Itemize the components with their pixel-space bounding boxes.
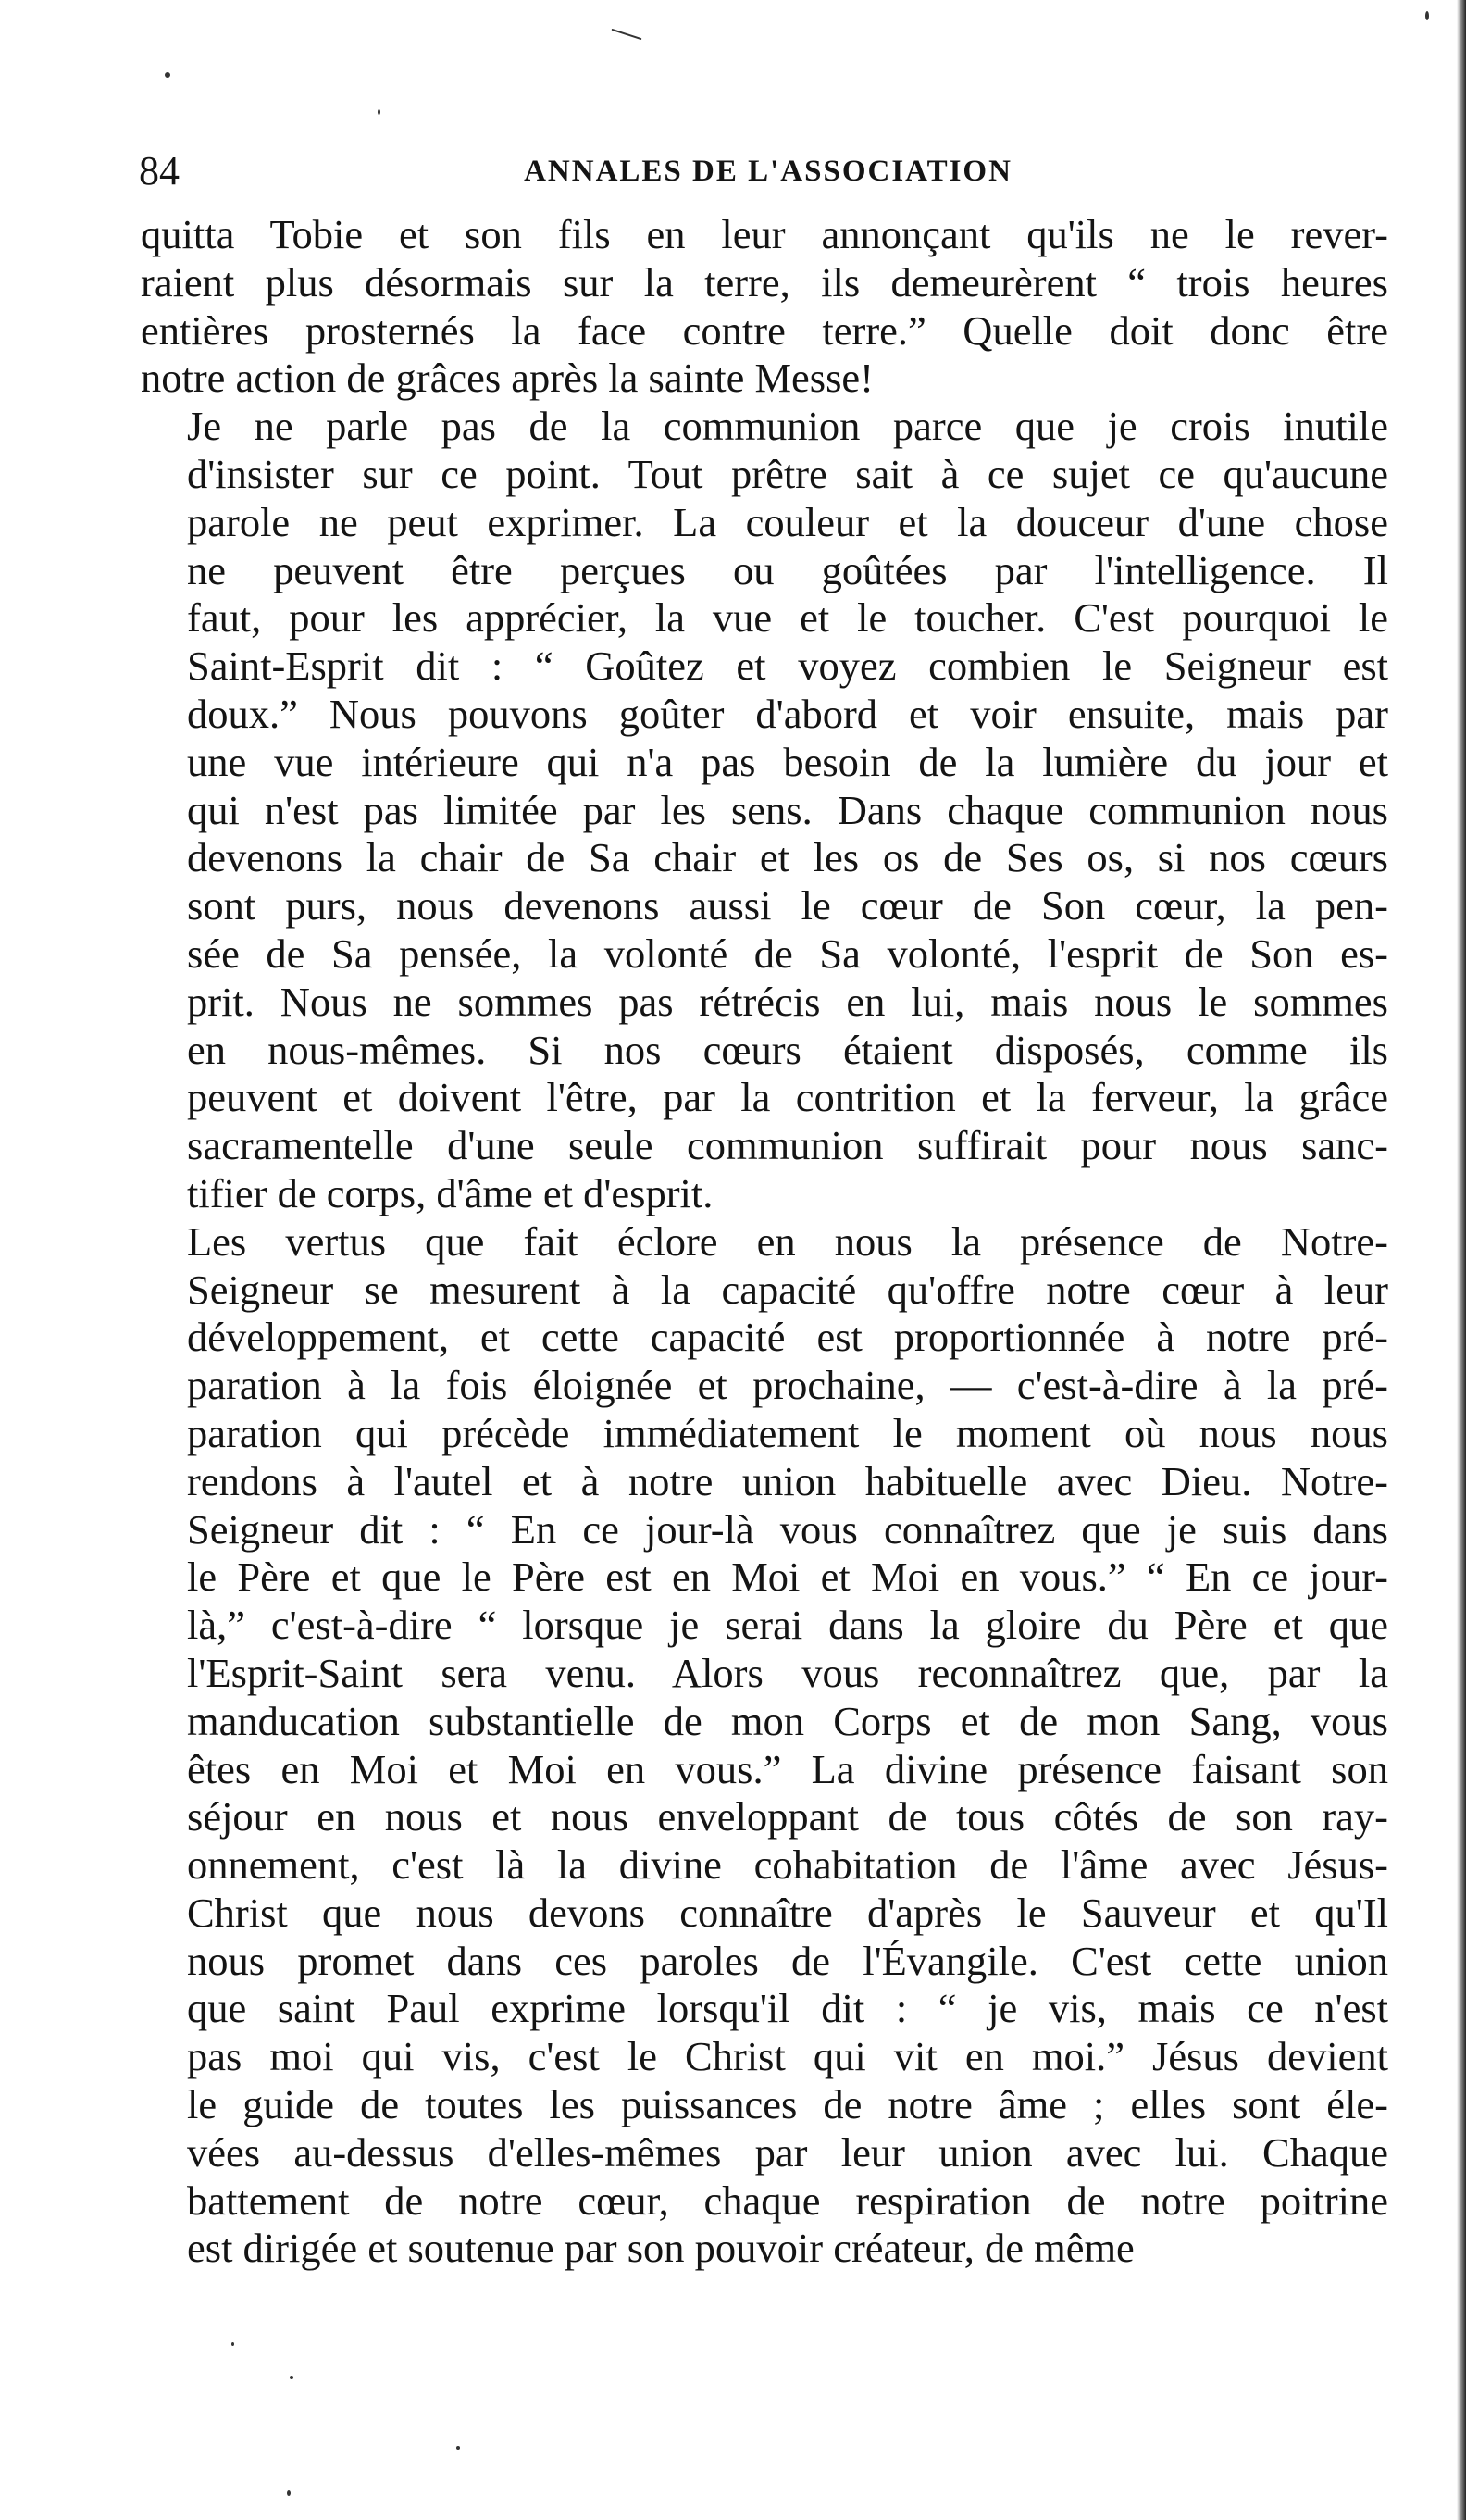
scan-speck: [231, 2342, 234, 2346]
scan-speck: [378, 109, 380, 115]
text-line: une vue intérieure qui n'a pas besoin de la lumière du jour et: [187, 738, 1388, 785]
page-number: 84: [139, 148, 180, 193]
text-line: Saint-Esprit dit : “ Goûtez et voyez combien le Seigneur est: [187, 642, 1388, 690]
text-line: est dirigée et soutenue par son pouvoir créateur, de même: [187, 2225, 1135, 2272]
text-line: faut, pour les apprécier, la vue et le toucher. C'est pourquoi le: [187, 594, 1388, 642]
text-line: qui n'est pas limitée par les sens. Dans chaque communion nous: [187, 786, 1388, 833]
text-line: êtes en Moi et Moi en vous.” La divine présence faisant son: [187, 1745, 1388, 1792]
text-line: paration à la fois éloignée et prochaine, — c'est-à-dire à la pré-: [187, 1362, 1388, 1409]
running-title: ANNALES DE L'ASSOCIATION: [524, 155, 1013, 188]
text-line: là,” c'est-à-dire “ lorsque je serai dans la gloire du Père et que: [187, 1602, 1388, 1649]
text-line: quitta Tobie et son fils en leur annonçant qu'ils ne le rever-: [141, 211, 1388, 257]
text-line: le guide de toutes les puissances de notre âme ; elles sont éle-: [187, 2081, 1388, 2128]
text-line: manducation substantielle de mon Corps et de mon Sang, vous: [187, 1697, 1388, 1744]
text-line: ne peuvent être perçues ou goûtées par l'intelligence. Il: [187, 546, 1388, 593]
text-line: en nous-mêmes. Si nos cœurs étaient disposés, comme ils: [187, 1026, 1388, 1073]
text-line: sacramentelle d'une seule communion suffirait pour nous sanc-: [187, 1122, 1388, 1169]
text-line: tifier de corps, d'âme et d'esprit.: [187, 1169, 714, 1216]
scan-speck: [612, 29, 642, 40]
text-line: rendons à l'autel et à notre union habituelle avec Dieu. Notre-: [187, 1457, 1388, 1504]
text-line: développement, et cette capacité est proportionnée à notre pré-: [187, 1314, 1388, 1361]
scan-speck: [456, 2446, 460, 2450]
text-line: pas moi qui vis, c'est le Christ qui vit en moi.” Jésus devient: [187, 2033, 1388, 2080]
text-line: entières prosternés la face contre terre.” Quelle doit donc être: [141, 306, 1388, 354]
text-line: l'Esprit-Saint sera venu. Alors vous reconnaîtrez que, par la: [187, 1649, 1388, 1696]
text-line: Les vertus que fait éclore en nous la présence de Notre-: [187, 1217, 1388, 1265]
text-line: raient plus désormais sur la terre, ils demeurèrent “ trois heures: [141, 258, 1388, 306]
text-line: peuvent et doivent l'être, par la contrition et la ferveur, la grâce: [187, 1074, 1388, 1121]
text-line: nous promet dans ces paroles de l'Évangile. C'est cette union: [187, 1937, 1388, 1984]
text-line: onnement, c'est là la divine cohabitation de l'âme avec Jésus-: [187, 1841, 1388, 1889]
page-edge-shadow: [1457, 0, 1466, 2520]
scan-speck: [290, 2376, 293, 2379]
text-line: parole ne peut exprimer. La couleur et la douceur d'une chose: [187, 498, 1388, 545]
text-line: Seigneur se mesurent à la capacité qu'offre notre cœur à leur: [187, 1266, 1388, 1313]
text-line: Christ que nous devons connaître d'après le Sauveur et qu'Il: [187, 1889, 1388, 1936]
text-line: Je ne parle pas de la communion parce que je crois inutile: [187, 403, 1388, 450]
text-line: d'insister sur ce point. Tout prêtre sait à ce sujet ce qu'aucune: [187, 450, 1388, 497]
text-line: sée de Sa pensée, la volonté de Sa volonté, l'esprit de Son es-: [187, 929, 1388, 977]
running-head: [139, 148, 1398, 194]
paragraph: [141, 1218, 1388, 2274]
text-line: devenons la chair de Sa chair et les os de Ses os, si nos cœurs: [187, 834, 1388, 881]
text-line: prit. Nous ne sommes pas rétrécis en lui, mais nous le sommes: [187, 978, 1388, 1025]
text-line: vées au-dessus d'elles-mêmes par leur union avec lui. Chaque: [187, 2128, 1388, 2176]
text-line: que saint Paul exprime lorsqu'il dit : “ je vis, mais ce n'est: [187, 1985, 1388, 2032]
text-line: le Père et que le Père est en Moi et Moi en vous.” “ En ce jour-: [187, 1553, 1388, 1601]
text-line: sont purs, nous devenons aussi le cœur de Son cœur, la pen-: [187, 882, 1388, 929]
text-line: séjour en nous et nous enveloppant de tous côtés de son ray-: [187, 1793, 1388, 1840]
body-text: [141, 211, 1388, 2273]
scan-speck: [165, 72, 170, 78]
scan-speck: [287, 2490, 291, 2496]
text-line: Seigneur dit : “ En ce jour-là vous connaîtrez que je suis dans: [187, 1505, 1388, 1553]
text-line: doux.” Nous pouvons goûter d'abord et voir ensuite, mais par: [187, 690, 1388, 737]
text-line: paration qui précède immédiatement le moment où nous nous: [187, 1409, 1388, 1456]
text-line: battement de notre cœur, chaque respiration de notre poitrine: [187, 2177, 1388, 2224]
paragraph: [141, 403, 1388, 1218]
text-line: notre action de grâces après la sainte Messe!: [141, 355, 875, 402]
paragraph: [141, 211, 1388, 403]
scan-speck: [1425, 11, 1429, 20]
